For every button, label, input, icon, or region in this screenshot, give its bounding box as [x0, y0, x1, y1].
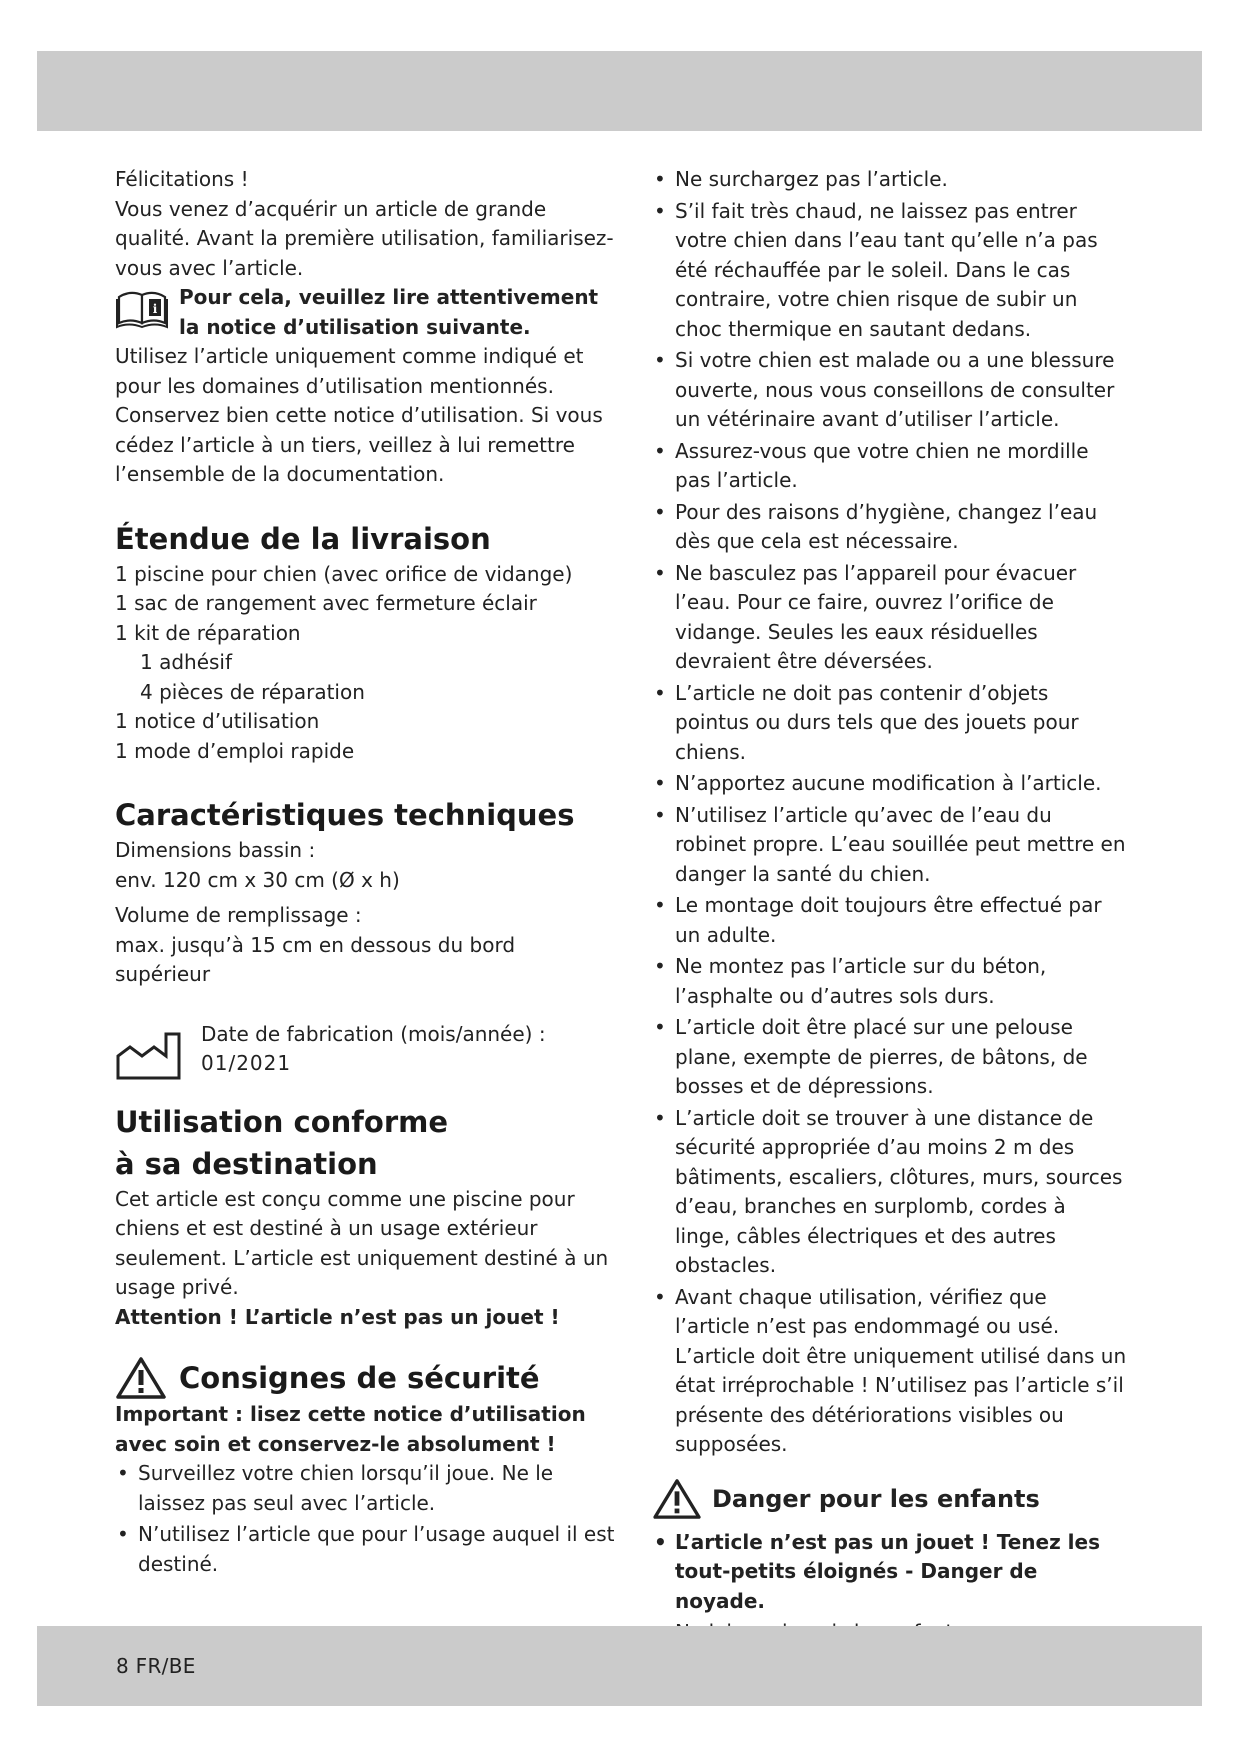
safety-list-left [115, 1459, 615, 1579]
factory-date-icon [115, 1030, 187, 1080]
list-item: • L’article ne doit pas contenir d’objets pointus ou durs tels que des jouets pour chiens. [652, 679, 1127, 768]
manufacture-value: 01/2021 [201, 1051, 292, 1075]
list-item: • N’utilisez l’article que pour l’usage auquel il est destiné. [115, 1520, 615, 1579]
list-item: • S’il fait très chaud, ne laissez pas entrer votre chien dans l’eau tant qu’elle n’a pas été réchauffée par le soleil. Dans le cas contraire, votre chien risque de subir un choc thermique en sautant dedans. [652, 197, 1127, 345]
list-item: • L’article doit se trouver à une distance de sécurité appropriée d’au moins 2 m des bâtiments, escaliers, clôtures, murs, sources d’eau, branches en surplomb, cordes à linge, câbles électriques et des autres obstacles. [652, 1104, 1127, 1281]
children-title: Danger pour les enfants [712, 1484, 1040, 1513]
list-item: • Avant chaque utilisation, vérifiez que l’article n’est pas endommagé ou usé. L’article doit être uniquement utilisé dans un état irréprochable ! N’utilisez pas l’article s’il présente des détériorations visibles ou supposées. [652, 1283, 1127, 1460]
specs-heading: Caractéristiques techniques [115, 798, 575, 832]
list-item: • Ne montez pas l’article sur du béton, l’asphalte ou d’autres sols durs. [652, 952, 1127, 1011]
list-item: • N’utilisez l’article qu’avec de l’eau du robinet propre. L’eau souillée peut mettre en danger la santé du chien. [652, 801, 1127, 890]
book-info-icon [115, 289, 169, 329]
safety-heading [115, 1356, 615, 1400]
list-item: • L’article doit être placé sur une pelouse plane, exempte de pierres, de bâtons, de bosses et de dépressions. [652, 1013, 1127, 1102]
volume-label: Volume de remplissage : [115, 903, 362, 927]
list-item: • Si votre chien est malade ou a une blessure ouverte, nous vous conseillons de consulter un vétérinaire avant d’utiliser l’article. [652, 346, 1127, 435]
attention-text: Attention ! L’article n’est pas un jouet ! [115, 1304, 560, 1329]
header-band [37, 51, 1202, 131]
intended-use-title-1: Utilisation conforme [115, 1104, 449, 1139]
delivery-subitem: 1 adhésif [140, 650, 233, 674]
intended-use-heading [115, 1101, 615, 1185]
list-item: • Assurez-vous que votre chien ne mordille pas l’article. [652, 437, 1127, 496]
right-column [652, 165, 1127, 1709]
list-item: • Surveillez votre chien lorsqu’il joue. Ne le laissez pas seul avec l’article. [115, 1459, 615, 1518]
safety-title: Consignes de sécurité [179, 1361, 540, 1395]
usage-paragraph: Utilisez l’article uniquement comme indiqué et pour les domaines d’utilisation mentionnés. Conservez bien cette notice d’utilisation. Si vous cédez l’article à un tiers, veillez à lui remettre l’ensemble de la documentation. [115, 344, 603, 486]
manufacture-date [115, 1020, 615, 1079]
page-number: 8 FR/BE [116, 1654, 196, 1678]
intended-use-title-2: à sa destination [115, 1146, 378, 1181]
delivery-list [115, 560, 615, 767]
list-item: • L’article n’est pas un jouet ! Tenez les tout-petits éloignés - Danger de noyade. [652, 1528, 1127, 1617]
list-item: • Le montage doit toujours être effectué par un adulte. [652, 891, 1127, 950]
left-column [115, 165, 615, 1581]
delivery-item: 1 notice d’utilisation [115, 709, 320, 733]
dimensions-value: env. 120 cm x 30 cm (Ø x h) [115, 867, 400, 892]
children-heading [652, 1478, 1127, 1520]
greeting: Félicitations ! [115, 167, 249, 191]
dimensions-label: Dimensions bassin : [115, 838, 316, 862]
delivery-item: 1 piscine pour chien (avec orifice de vidange) [115, 561, 573, 586]
important-text: Important : lisez cette notice d’utilisation avec soin et conservez-le absolument ! [115, 1402, 586, 1456]
delivery-item: 1 mode d’emploi rapide [115, 738, 355, 763]
read-instructions-note [115, 283, 615, 342]
volume-value: max. jusqu’à 15 cm en dessous du bord supérieur [115, 932, 516, 986]
list-item: • N’apportez aucune modification à l’article. [652, 769, 1127, 799]
delivery-item: 1 sac de rangement avec fermeture éclair [115, 591, 537, 615]
intro-paragraph: Vous venez d’acquérir un article de grande qualité. Avant la première utilisation, familiarisez-vous avec l’article. [115, 196, 614, 280]
manufacture-label: Date de fabrication (mois/année) : [201, 1021, 546, 1046]
list-item: • Ne basculez pas l’appareil pour évacuer l’eau. Pour ce faire, ouvrez l’orifice de vidange. Seules les eaux résiduelles devraient être déversées. [652, 559, 1127, 677]
warning-icon [652, 1478, 702, 1520]
safety-list-right [652, 165, 1127, 1460]
warning-icon [115, 1356, 167, 1400]
svg-text:i: i [152, 302, 158, 316]
intended-use-text: Cet article est conçu comme une piscine pour chiens et est destiné à un usage extérieur seulement. L’article est uniquement destiné à un usage privé. [115, 1186, 609, 1299]
list-item: • Ne surchargez pas l’article. [652, 165, 1127, 195]
delivery-heading: Étendue de la livraison [115, 521, 491, 556]
delivery-subitem: 4 pièces de réparation [140, 679, 365, 704]
notice-bold: Pour cela, veuillez lire attentivement la notice d’utilisation suivante. [179, 285, 599, 339]
footer-band [37, 1626, 1202, 1706]
delivery-item: 1 kit de réparation [115, 620, 301, 645]
list-item: • Pour des raisons d’hygiène, changez l’eau dès que cela est nécessaire. [652, 498, 1127, 557]
